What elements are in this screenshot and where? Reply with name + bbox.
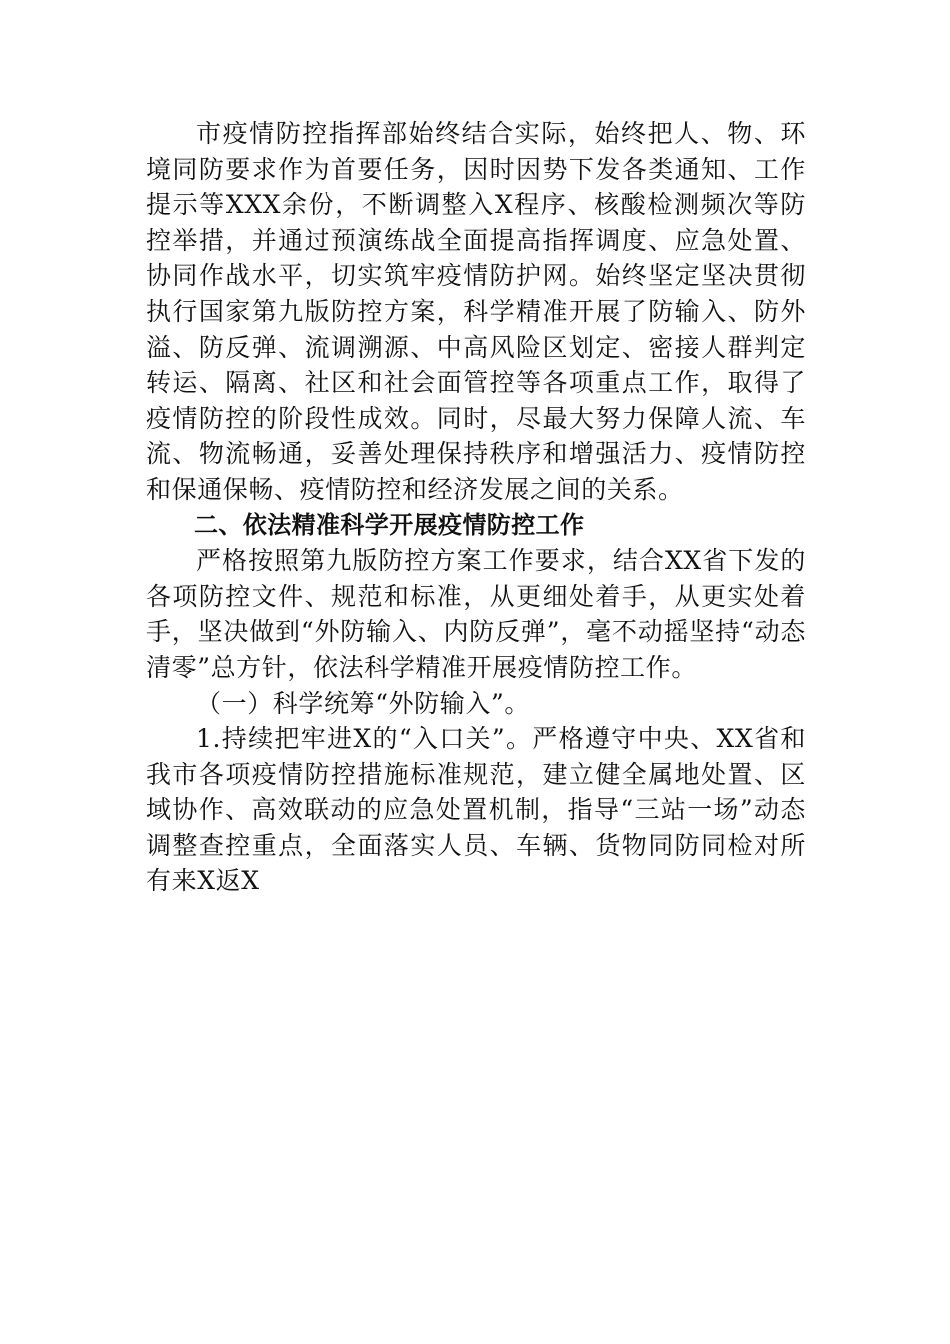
body-paragraph-requirements: 严格按照第九版防控方案工作要求，结合XX省下发的各项防控文件、规范和标准，从更细处着手，从更实处着手，坚决做到“外防输入、内防反弹”，毫不动摇坚持“动态清零”总方针，依法科学精准开展疫情防控工作。 <box>146 546 806 682</box>
section-heading-2: 二、依法精准科学开展疫情防控工作 <box>194 510 585 539</box>
subsection-heading-1: （一）科学统筹“外防输入”。 <box>196 688 530 718</box>
body-paragraph-entry-control: 1.持续把牢进X的“入口关”。严格遵守中央、XX省和我市各项疫情防控措施标准规范，建立健全属地处置、区域协作、高效联动的应急处置机制，指导“三站一场”动态调整查控重点，全面落实人员、车辆、货物同防同检对所有来X返X <box>146 724 806 896</box>
body-paragraph-intro: 市疫情防控指挥部始终结合实际，始终把人、物、环境同防要求作为首要任务，因时因势下发各类通知、工作提示等XXX余份，不断调整入X程序、核酸检测频次等防控举措，并通过预演练战全面提高指挥调度、应急处置、协同作战水平，切实筑牢疫情防护网。始终坚定坚决贯彻执行国家第九版防控方案，科学精准开展了防输入、防外溢、防反弹、流调溯源、中高风险区划定、密接人群判定转运、隔离、社区和社会面管控等各项重点工作，取得了疫情防控的阶段性成效。同时，尽最大努力保障人流、车流、物流畅通，妥善处理保持秩序和增强活力、疫情防控和保通保畅、疫情防控和经济发展之间的关系。 <box>146 119 806 504</box>
document-body <box>146 116 806 899</box>
